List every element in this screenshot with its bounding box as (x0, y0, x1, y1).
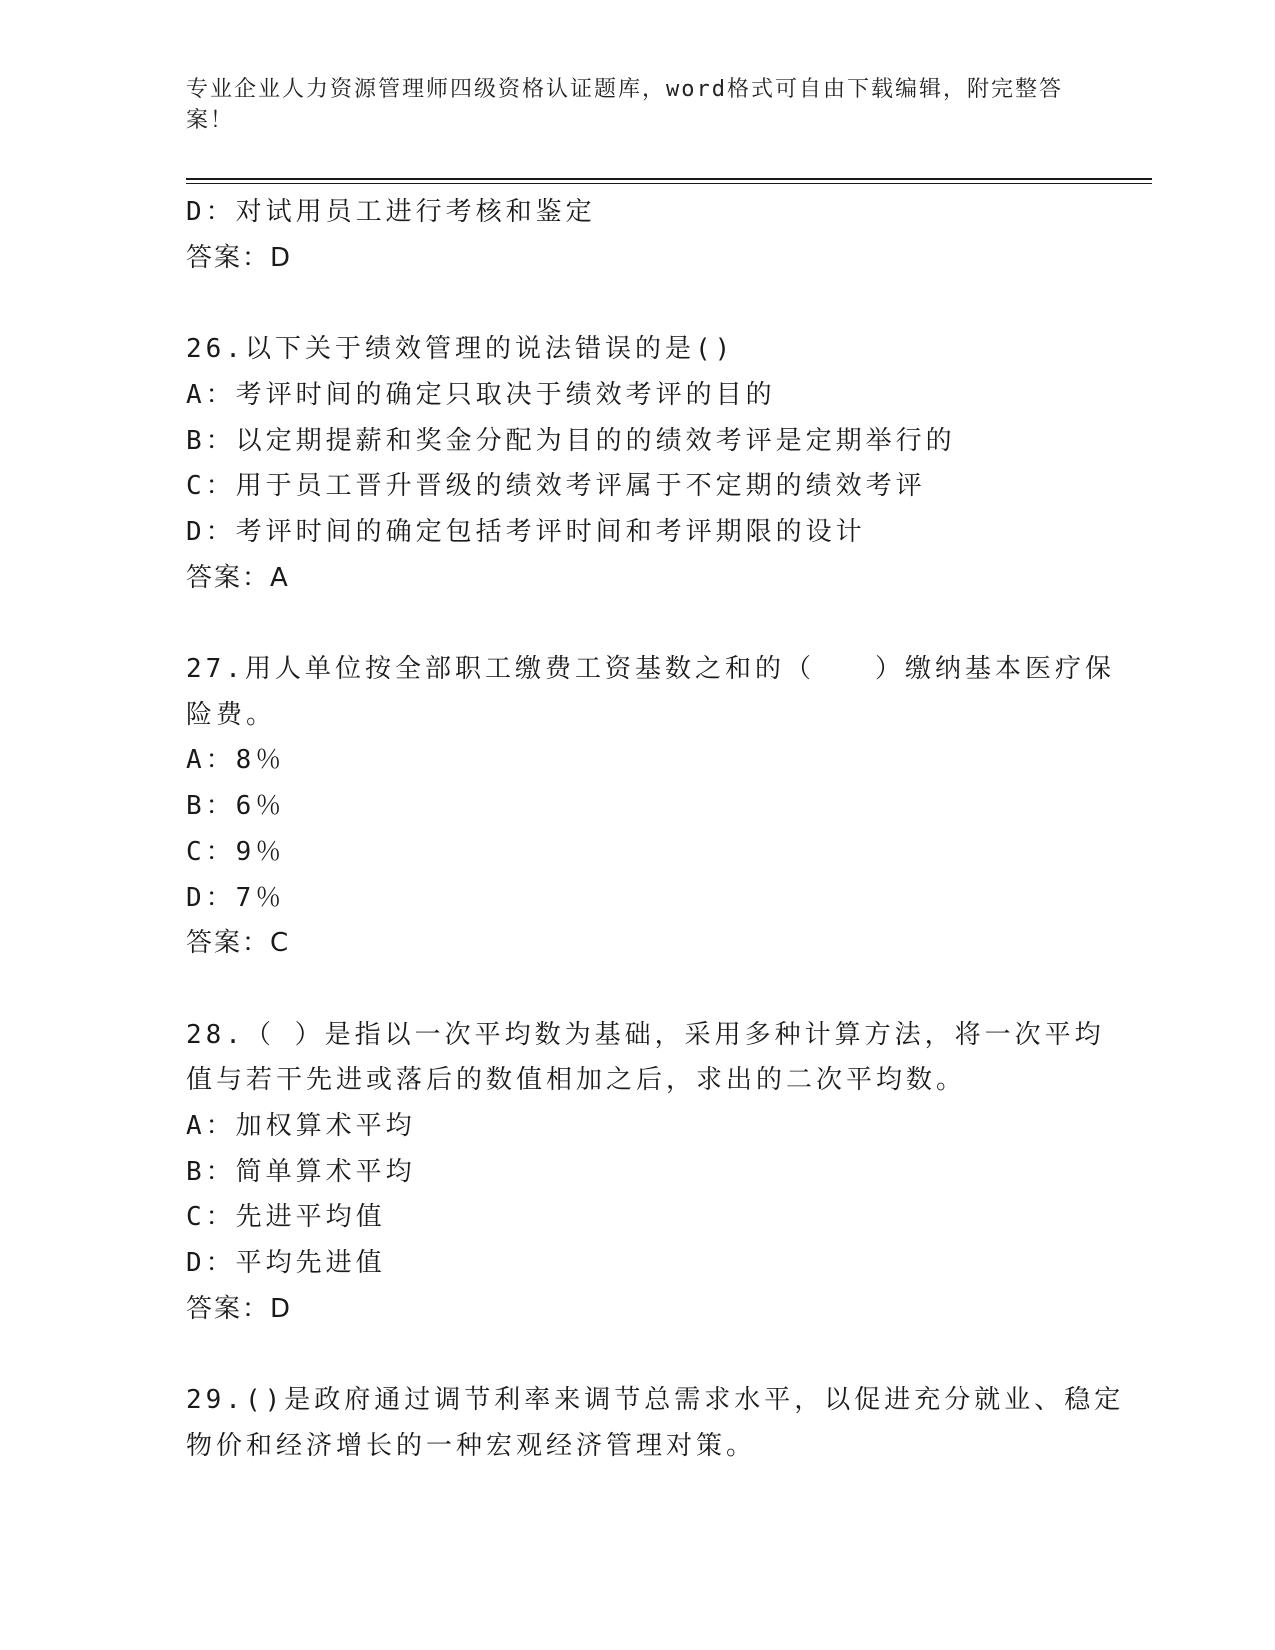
header-rule-thin (186, 183, 1152, 184)
document-header: 专业企业人力资源管理师四级资格认证题库，word格式可自由下载编辑，附完整答案！ (186, 77, 1063, 133)
option-c: C：用于员工晋升晋级的绩效考评属于不定期的绩效考评 (186, 471, 926, 502)
option-d: D：考评时间的确定包括考评时间和考评期限的设计 (186, 516, 866, 547)
answer-line: 答案：A (186, 562, 290, 593)
answer-line: 答案：D (186, 242, 293, 273)
question-stem-line-1: 27.用人单位按全部职工缴费工资基数之和的（ ）缴纳基本医疗保 (186, 654, 1115, 684)
option-c: C：9％ (186, 836, 286, 867)
header-rule-thick (186, 178, 1152, 180)
answer-line: 答案：D (186, 1293, 293, 1324)
option-b: B：6％ (186, 791, 286, 822)
question-stem-line-2: 值与若干先进或落后的数值相加之后，求出的二次平均数。 (186, 1065, 967, 1096)
option-b: B：简单算术平均 (186, 1156, 416, 1187)
option-a: A：加权算术平均 (186, 1111, 416, 1142)
answer-line: 答案：C (186, 928, 291, 959)
spacer (186, 1333, 1086, 1379)
question-stem: 26.以下关于绩效管理的说法错误的是() (186, 334, 735, 365)
question-26 (186, 327, 1086, 601)
option-d: D：7％ (186, 882, 286, 913)
question-content (186, 190, 1125, 1470)
option-b: B：以定期提薪和奖金分配为目的的绩效考评是定期举行的 (186, 425, 956, 456)
question-stem-line-2: 物价和经济增长的一种宏观经济管理对策。 (186, 1430, 757, 1461)
question-29 (186, 1378, 1125, 1469)
spacer (186, 281, 1086, 327)
question-28 (186, 1013, 1105, 1333)
question-stem-line-2: 险费。 (186, 699, 277, 730)
option-a: A：8％ (186, 745, 286, 776)
option-d: D：平均先进值 (186, 1248, 386, 1279)
question-stem-line-1: 29.()是政府通过调节利率来调节总需求水平，以促进充分就业、稳定 (186, 1385, 1125, 1416)
question-stem-line-1: 28.（ ）是指以一次平均数为基础，采用多种计算方法，将一次平均 (186, 1019, 1105, 1050)
question-27 (186, 647, 1115, 967)
option-a: A：考评时间的确定只取决于绩效考评的目的 (186, 379, 776, 410)
spacer (186, 601, 1086, 647)
option-d: D：对试用员工进行考核和鉴定 (186, 197, 596, 227)
option-c: C：先进平均值 (186, 1202, 386, 1233)
spacer (186, 967, 1086, 1013)
